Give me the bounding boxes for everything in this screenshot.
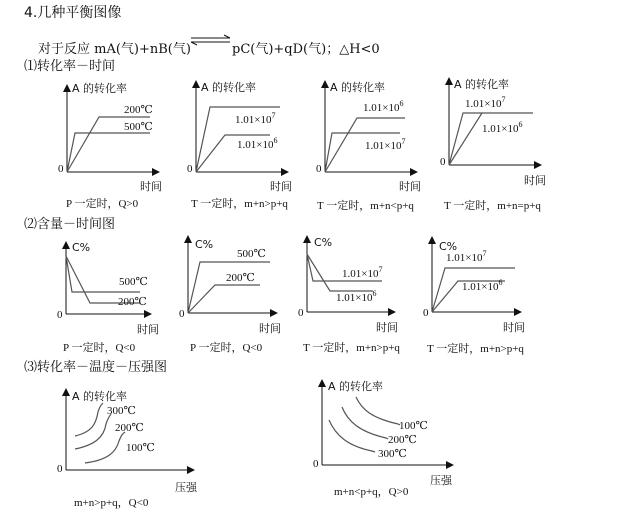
svg-text:0: 0 [316,163,322,175]
svg-text:A 的转化率: A 的转化率 [72,82,128,95]
svg-text:200℃: 200℃ [388,434,417,446]
reaction-left: 对于反应 mA(气)+nB(气) [38,42,191,57]
svg-text:1.01×107: $1.01\times 10^7$ [235,111,276,126]
svg-text:0: 0 [179,308,185,320]
chart-content-time-3 [298,236,398,334]
caption-d4: T 一定时，m+n>p+q [427,343,524,355]
svg-text:压强: 压强 [430,474,452,487]
svg-text:时间: 时间 [259,322,281,335]
svg-text:0: 0 [57,463,63,475]
svg-text:A 的转化率: A 的转化率 [201,81,257,94]
caption-d3: T 一定时，m+n>p+q [303,342,400,354]
svg-text:时间: 时间 [270,180,292,193]
svg-text:1.01×107: $1.01\times 10^7$ [342,265,383,280]
caption-e2: m+n<p+q，Q>0 [334,486,409,498]
svg-text:C%: C% [72,241,91,254]
svg-text:0: 0 [313,458,319,470]
svg-text:时间: 时间 [140,180,162,193]
svg-text:100℃: 100℃ [126,442,155,454]
svg-text:1.01×106: $1.01\times 10^6$ [336,289,377,304]
chart-conversion-temperature-pressure-1 [57,389,198,494]
caption-c1: P 一定时，Q>0 [66,198,139,210]
reaction-right: pC(气)+qD(气)；△H<0 [232,42,380,57]
svg-text:A 的转化率: A 的转化率 [330,81,386,94]
chart-content-time-2 [179,237,281,335]
caption-c4: T 一定时，m+n=p+q [444,200,541,212]
svg-text:200℃: 200℃ [226,272,255,284]
svg-text:时间: 时间 [376,321,398,334]
svg-text:1.01×107: $1.01\times 10^7$ [365,137,406,152]
svg-text:1.01×106: $1.01\times 10^6$ [462,278,503,293]
caption-c2: T 一定时，m+n>p+q [191,198,288,210]
chart-conversion-time-4 [440,77,546,187]
svg-text:500℃: 500℃ [124,121,153,133]
caption-d2: P 一定时，Q<0 [190,342,263,354]
svg-text:200℃: 200℃ [124,104,153,116]
svg-text:A 的转化率: A 的转化率 [454,78,510,91]
svg-text:1.01×106: $1.01\times 10^6$ [482,120,523,135]
section-1-label: ⑴转化率－时间 [24,59,116,74]
caption-d1: P 一定时，Q<0 [63,342,136,354]
chart-content-time-1 [57,241,159,336]
svg-text:时间: 时间 [137,323,159,336]
svg-text:100℃: 100℃ [399,420,428,432]
svg-text:1.01×106: $1.01\times 10^6$ [363,99,404,114]
svg-text:C%: C% [314,236,333,249]
svg-text:1.01×106: $1.01\times 10^6$ [237,136,278,151]
svg-text:C%: C% [195,238,214,251]
svg-text:1.01×107: $1.01\times 10^7$ [446,249,487,264]
chart-conversion-time-2 [187,80,292,193]
svg-text:200℃: 200℃ [118,296,147,308]
svg-text:300℃: 300℃ [107,405,136,417]
chart-content-time-4 [423,238,525,334]
page-title: 4.几种平衡图像 [24,5,122,21]
svg-text:0: 0 [298,307,304,319]
svg-text:0: 0 [423,307,429,319]
svg-text:300℃: 300℃ [378,448,407,460]
svg-text:A 的转化率: A 的转化率 [72,390,128,403]
svg-text:0: 0 [57,309,63,321]
chart-conversion-time-1 [58,81,162,193]
svg-text:时间: 时间 [524,174,546,187]
svg-text:500℃: 500℃ [119,276,148,288]
section-2-label: ⑵含量－时间图 [24,217,116,232]
svg-text:压强: 压强 [175,481,197,494]
svg-text:0: 0 [58,163,64,175]
svg-text:C%: C% [439,240,458,253]
caption-e1: m+n>p+q，Q<0 [74,497,149,509]
svg-text:时间: 时间 [399,180,421,193]
svg-text:0: 0 [440,156,446,168]
chart-conversion-temperature-pressure-2 [313,379,453,487]
svg-text:0: 0 [187,163,193,175]
caption-c3: T 一定时，m+n<p+q [317,200,414,212]
svg-text:500℃: 500℃ [237,248,266,260]
svg-text:200℃: 200℃ [115,422,144,434]
svg-text:时间: 时间 [503,321,525,334]
svg-text:1.01×107: $1.01\times 10^7$ [465,95,506,110]
section-3-label: ⑶转化率－温度－压强图 [24,360,168,375]
chart-conversion-time-3 [316,80,421,193]
svg-text:A 的转化率: A 的转化率 [328,380,384,393]
